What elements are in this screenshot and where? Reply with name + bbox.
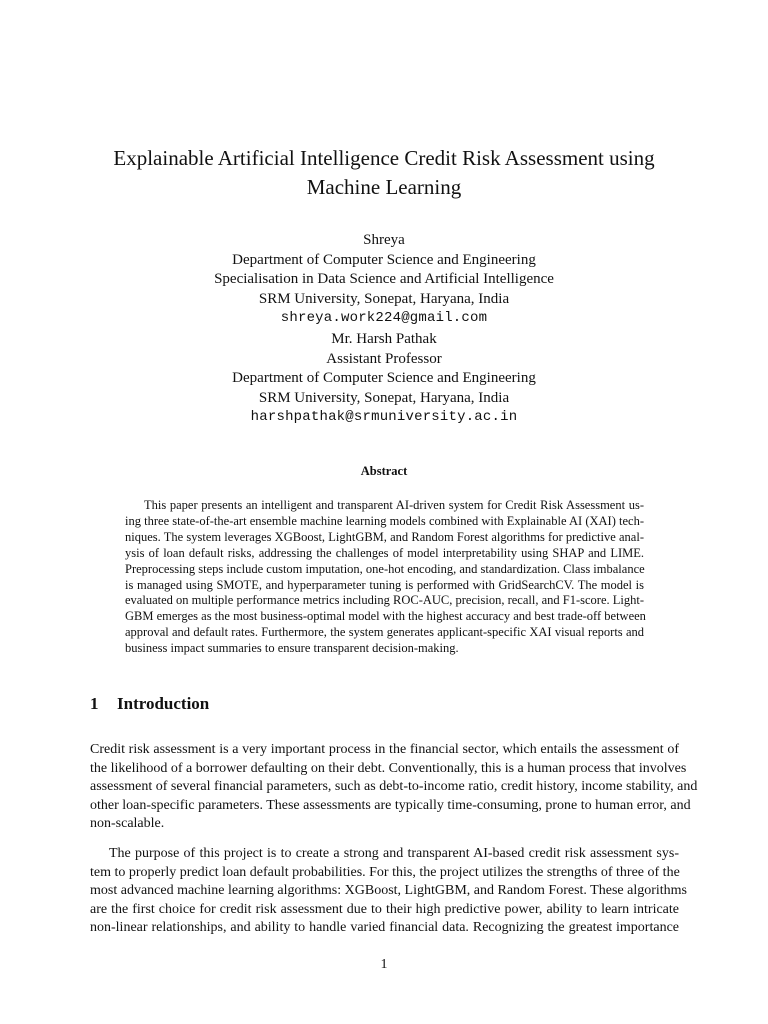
paragraph-line: assessment of several financial parameters, such as debt-to-income ratio, credit history, income stability, and bbox=[90, 779, 698, 795]
paragraph-line: other loan-specific parameters. These assessments are typically time-consuming, prone to human error, and bbox=[90, 797, 691, 813]
paragraph-line: non-linear relationships, and ability to handle varied financial data. Recognizing the greatest importance bbox=[90, 920, 679, 936]
paragraph-line: tem to properly predict loan default probabilities. For this, the project utilizes the strengths of three of the bbox=[90, 864, 680, 880]
abstract-line: This paper presents an intelligent and transparent AI-driven system for Credit Risk Assessment us- bbox=[144, 498, 644, 512]
section-title: Introduction bbox=[117, 694, 210, 713]
title-line-2: Machine Learning bbox=[306, 175, 462, 199]
section-heading-introduction bbox=[90, 692, 209, 716]
abstract-line: approval and default rates. Furthermore, the system generates applicant-specific XAI visual reports and bbox=[125, 625, 644, 640]
paragraph-line: non-scalable. bbox=[90, 816, 165, 832]
abstract-line: GBM emerges as the most business-optimal model with the highest accuracy and best trade-off between bbox=[125, 609, 646, 624]
paragraph-line: are the first choice for credit risk assessment due to their high predictive power, ability to learn intricate bbox=[90, 901, 679, 917]
page-number: 1 bbox=[380, 957, 388, 972]
title-line-1: Explainable Artificial Intelligence Credit Risk Assessment using bbox=[113, 146, 655, 170]
paper-title bbox=[60, 144, 708, 202]
abstract-line: Preprocessing steps include custom imputation, one-hot encoding, and standardization. Class imbalance bbox=[125, 561, 645, 576]
paragraph-line: most advanced machine learning algorithms: XGBoost, LightGBM, and Random Forest. These algorithms bbox=[90, 883, 687, 899]
author-name: Mr. Harsh Pathak bbox=[331, 331, 437, 347]
paragraph-line: The purpose of this project is to create a strong and transparent AI-based credit risk assessment sys- bbox=[109, 846, 679, 861]
intro-paragraph-2 bbox=[90, 845, 687, 938]
author-affiliation-line: Department of Computer Science and Engineering bbox=[232, 370, 536, 386]
abstract-line: evaluated on multiple performance metrics including ROC-AUC, precision, recall, and F1-score. Light- bbox=[125, 593, 644, 608]
author-affiliation-line: SRM University, Sonepat, Haryana, India bbox=[258, 290, 510, 307]
paragraph-line: Credit risk assessment is a very important process in the financial sector, which entails the assessment of bbox=[90, 742, 679, 757]
author-affiliation-line: Assistant Professor bbox=[326, 350, 442, 367]
section-number: 1 bbox=[90, 694, 99, 713]
author-affiliation-line: Specialisation in Data Science and Artificial Intelligence bbox=[214, 271, 554, 287]
abstract-heading: Abstract bbox=[360, 464, 408, 478]
author-email: shreya.work224@gmail.com bbox=[280, 310, 488, 326]
abstract-line: business impact summaries to ensure transparent decision-making. bbox=[125, 641, 459, 656]
abstract-line: is managed using SMOTE, and hyperparameter tuning is performed with GridSearchCV. The model is bbox=[125, 577, 644, 592]
abstract-line: ing three state-of-the-art ensemble machine learning models combined with Explainable AI (XAI) tech- bbox=[125, 513, 644, 528]
intro-paragraph-1 bbox=[90, 741, 698, 834]
author-affiliation-line: Department of Computer Science and Engineering bbox=[232, 251, 536, 268]
author-affiliation-line: SRM University, Sonepat, Haryana, India bbox=[258, 389, 510, 406]
author-block-1 bbox=[100, 231, 668, 329]
author-name: Shreya bbox=[363, 232, 405, 248]
author-block-2 bbox=[100, 330, 668, 428]
abstract-body bbox=[125, 498, 644, 657]
abstract-line: niques. The system leverages XGBoost, LightGBM, and Random Forest algorithms for predictive anal- bbox=[125, 529, 644, 544]
abstract-line: ysis of loan default risks, addressing the challenges of model interpretability using SHAP and LIME. bbox=[125, 545, 644, 560]
paragraph-line: the likelihood of a borrower defaulting on their debt. Conventionally, this is a human process that involves bbox=[90, 760, 687, 776]
author-email: harshpathak@srmuniversity.ac.in bbox=[250, 409, 518, 425]
